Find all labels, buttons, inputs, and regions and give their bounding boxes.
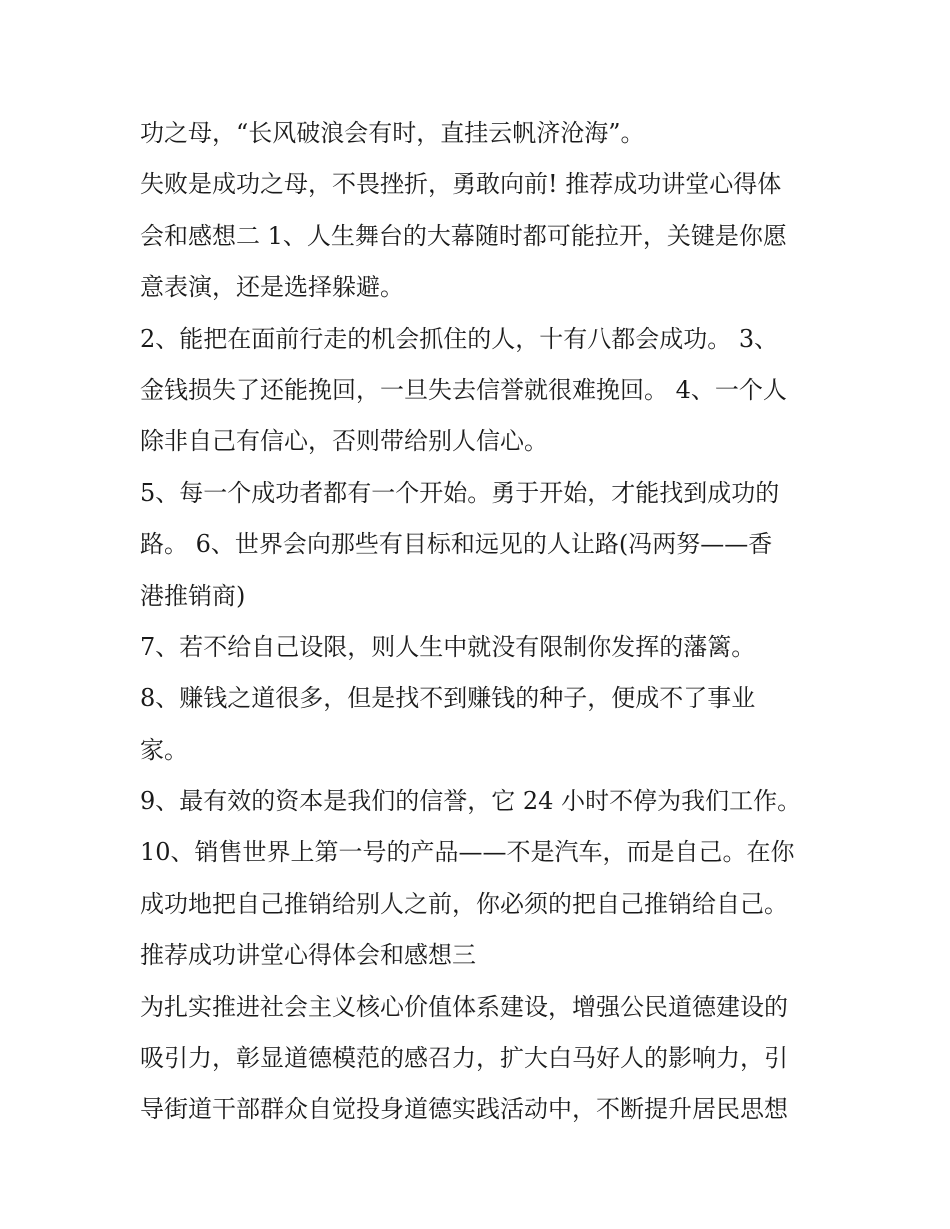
text-line: 5、每一个成功者都有一个开始。勇于开始，才能找到成功的 — [140, 478, 780, 507]
section-heading: 推荐成功讲堂心得体会和感想三 — [140, 941, 476, 970]
text-line: 金钱损失了还能挽回，一旦失去信誉就很难挽回。 4、一个人 — [140, 375, 787, 404]
text-line: 除非自己有信心，否则带给别人信心。 — [140, 427, 548, 456]
text-line: 9、最有效的资本是我们的信誉，它 24 小时不停为我们工作。 — [140, 787, 802, 816]
text-line: 会和感想二 1、人生舞台的大幕随时都可能拉开，关键是你愿 — [140, 221, 787, 250]
text-line: 路。 6、世界会向那些有目标和远见的人让路(冯两努——香 — [140, 530, 773, 559]
text-line: 8、赚钱之道很多，但是找不到赚钱的种子，便成不了事业 — [140, 684, 756, 713]
text-line: 意表演，还是选择躲避。 — [140, 273, 404, 302]
text-line: 7、若不给自己设限，则人生中就没有限制你发挥的藩篱。 — [140, 632, 756, 661]
text-line: 家。 — [140, 735, 188, 764]
text-line: 港推销商) — [140, 581, 246, 610]
text-line: 为扎实推进社会主义核心价值体系建设，增强公民道德建设的 — [140, 992, 788, 1021]
text-line: 10、销售世界上第一号的产品——不是汽车，而是自己。在你 — [140, 838, 795, 867]
text-line: 功之母，“长风破浪会有时，直挂云帆济沧海”。 — [140, 119, 645, 147]
document-body — [140, 108, 820, 1136]
text-line: 失败是成功之母，不畏挫折，勇敢向前! 推荐成功讲堂心得体 — [140, 170, 782, 199]
text-line: 2、能把在面前行走的机会抓住的人，十有八都会成功。 3、 — [140, 324, 779, 353]
text-line: 导街道干部群众自觉投身道德实践活动中，不断提升居民思想 — [140, 1095, 788, 1124]
text-line: 吸引力，彰显道德模范的感召力，扩大白马好人的影响力，引 — [140, 1044, 788, 1073]
text-line: 成功地把自己推销给别人之前，你必须的把自己推销给自己。 — [140, 889, 788, 918]
